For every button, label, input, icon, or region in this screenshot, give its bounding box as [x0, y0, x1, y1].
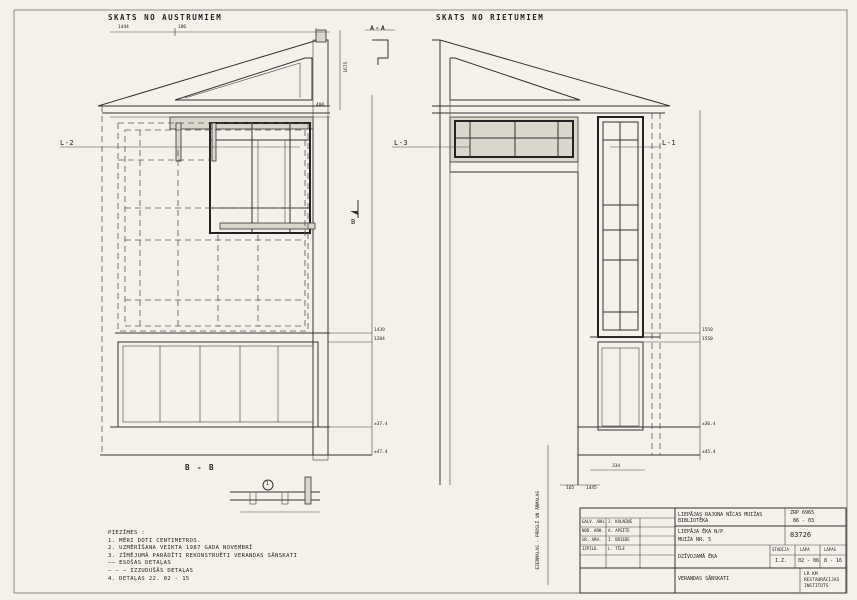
- note-line: 3. ZĪMĒJUMĀ PARĀDĪTI REKONSTRUĒTI VERANDAS SĀNSKATI: [108, 552, 298, 559]
- tb-object2: MUIŽA NR. 5: [678, 537, 712, 543]
- tb-sheet-code: ZRP 6965: [790, 510, 815, 516]
- note-line: 2. UZMĒRĪŠANA VEIKTA 1987 GADA NOVEMBRĪ: [108, 545, 253, 552]
- dim-right-1: 1550: [702, 328, 713, 333]
- dim-left-8: 1675: [344, 61, 350, 73]
- note-line: 1. MĒRI DOTI CENTIMETROS.: [108, 537, 201, 544]
- west-elevation: [392, 40, 700, 585]
- tb-role-name: L. TĪLE: [608, 546, 625, 551]
- section-mark-l3: L-3: [394, 139, 409, 147]
- note-line: – – – IZZUDUŠĀS DETAĻAS: [108, 567, 194, 574]
- dim-left-4: 1439: [374, 328, 385, 333]
- tb-institute: LR KM RESTAURĀCIJAS INSTITŪTS: [804, 572, 840, 589]
- dim-left-5: 1284: [374, 337, 385, 342]
- east-view-title: SKATS NO AUSTRUMIEM: [108, 13, 223, 22]
- note-line: —— ESOŠAS DETAĻAS: [108, 560, 172, 567]
- section-mark-l2: L-2: [60, 139, 75, 147]
- tb-role-name: J. KALNIŅŠ: [608, 519, 633, 524]
- tb-project: LIEPĀJAS RAJONA NĪCAS MUIŽAS BIBLIOTĒKA: [678, 512, 763, 524]
- detail-marker: 1: [266, 481, 270, 487]
- dim-right-4: ±45.4: [702, 450, 716, 455]
- note-line: PIEZĪMES :: [108, 530, 146, 536]
- dim-left-1: 1444: [118, 25, 129, 30]
- section-mark-l1: L-1: [662, 139, 677, 147]
- west-view-title: SKATS NO RIETUMIEM: [436, 13, 545, 22]
- tb-col-lapas: LAPAS: [824, 547, 837, 552]
- section-mark-b: B: [351, 218, 356, 226]
- tb-stadija: I.Z.: [775, 558, 788, 564]
- dim-right-2: 1550: [702, 337, 713, 342]
- vertical-note: EZERMALAS - PĀRSLĪ UN ĀRMALAS: [536, 490, 542, 570]
- tb-col-lapa: LAPA: [800, 547, 810, 552]
- tb-drawing-title: VERANDAS SĀNSKATI: [678, 576, 730, 582]
- dim-right-7: 1445: [586, 486, 597, 491]
- tb-role: IZPILD.: [582, 546, 599, 551]
- sheet-border: [14, 10, 847, 593]
- dim-right-5: 334: [612, 464, 621, 469]
- section-aa-title: A-A: [370, 24, 387, 32]
- tb-col-stadija: STADIJA: [772, 547, 789, 552]
- dim-left-2: 106: [178, 25, 187, 30]
- section-bb-title: B - B: [185, 463, 216, 472]
- note-line: 4. DETAĻAS 22. 02 - 15: [108, 575, 190, 582]
- dim-right-6: 165: [566, 486, 575, 491]
- tb-object: LIEPĀJA ĒKA N/P: [678, 529, 724, 535]
- dim-right-3: ±36.4: [702, 422, 716, 427]
- tb-sheet-range: 86 - 03: [793, 518, 815, 524]
- notes-block: [108, 530, 297, 583]
- tb-role-name: I. BRIEDE: [608, 537, 630, 542]
- tb-drawing-no: 83726: [790, 531, 812, 539]
- tb-lapas: 8 - 16: [824, 558, 843, 564]
- tb-role-name: A. APSĪTE: [608, 528, 630, 533]
- tb-role: NOD. ARH.: [582, 528, 604, 533]
- dim-left-6: ±37.4: [374, 422, 388, 427]
- dim-left-7: ±47.4: [374, 450, 388, 455]
- tb-role: GALV. ARH.: [582, 519, 607, 524]
- dim-left-3: 400: [316, 103, 325, 108]
- tb-lapa: 02 - 06: [798, 558, 820, 564]
- tb-role: GR. ARH.: [582, 537, 602, 542]
- tb-building: DZĪVOJAMĀ ĒKA: [678, 554, 718, 560]
